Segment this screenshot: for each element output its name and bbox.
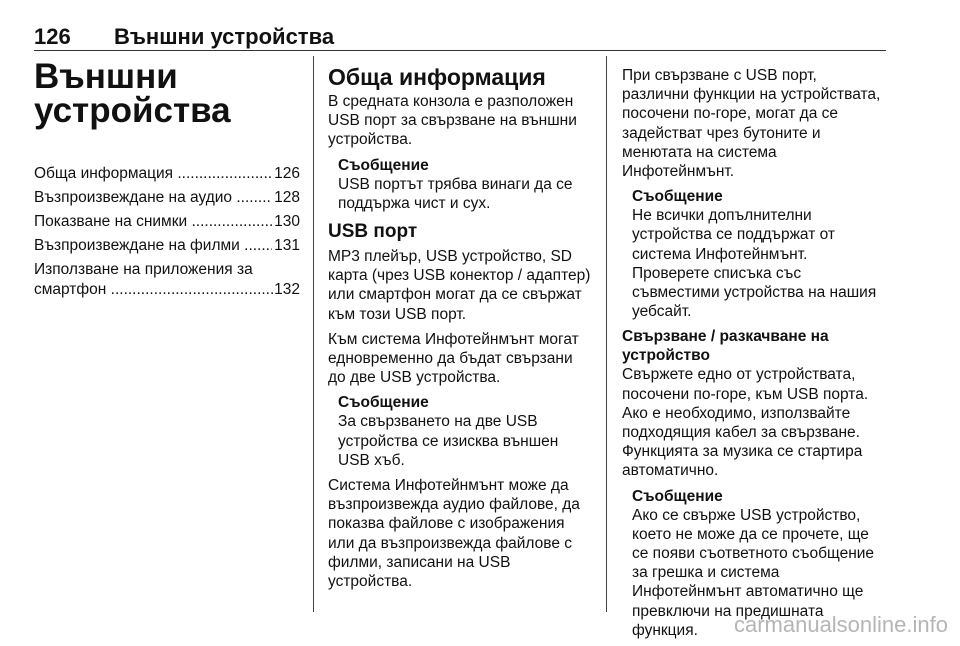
note-box: [338, 156, 592, 213]
toc-entry[interactable]: [34, 260, 300, 300]
note-title: Съобщение: [338, 156, 429, 174]
note-title: Съобщение: [338, 394, 429, 412]
note-text: Ако се свърже USB устройство, което не може да се прочете, ще се появи съответното съобщение за грешка и система Инфотейнмънт автоматично ще превключи на предишната функция.: [632, 506, 875, 639]
subsection-heading: USB порт: [328, 221, 418, 243]
toc-entry-page: 131: [274, 237, 300, 254]
toc-entry-label-line2: смартфон .....: [34, 280, 274, 300]
toc-entry-label: Възпроизвеждане на аудио .....: [34, 188, 272, 208]
paragraph: Към система Инфотейнмънт могат едновременно да бъдат свързани до две USB устройства.: [328, 330, 579, 387]
toc-entry[interactable]: [34, 188, 300, 208]
note-text: За свързването на две USB устройства се изисква външен USB хъб.: [338, 413, 559, 469]
toc-entry-page: 126: [274, 165, 300, 182]
note-box: [632, 187, 888, 321]
toc-entry[interactable]: [34, 236, 300, 256]
paragraph: В средната конзола е разположен USB порт за свързване на външни устройства.: [328, 93, 577, 149]
paragraph: Система Инфотейнмънт може да възпроизвежда аудио файлове, да показва файлове с изображения или да възпроизвежда файлове с филми, записани на USB устройства.: [328, 477, 580, 591]
note-text: Не всички допълнителни устройства се поддържат от система Инфотейнмънт. Проверете списъка със съвместими устройства на нашия уебсайт.: [632, 207, 877, 321]
running-header-title: Външни устройства: [114, 24, 335, 49]
section-heading: Обща информация: [328, 64, 546, 90]
content-column-right: [622, 56, 888, 646]
toc-column: [34, 56, 300, 304]
chapter-title: Външни устройства: [34, 57, 231, 130]
toc-entry-label: Възпроизвеждане на филми .....: [34, 236, 272, 256]
toc-entry[interactable]: [34, 164, 300, 184]
toc-entry-page: 130: [274, 213, 300, 230]
watermark: carmanualsonline.info: [733, 612, 948, 637]
paragraph: MP3 плейър, USB устройство, SD карта (чрез USB конектор / адаптер) или смартфон могат да се свържат към този USB порт.: [328, 248, 591, 323]
toc-entry-page: 132: [274, 281, 300, 298]
column-divider: [313, 56, 314, 612]
toc-entry-label: Обща информация .....: [34, 164, 272, 184]
header-rule: [34, 50, 886, 51]
content-column-middle: [328, 56, 592, 597]
toc-entry-label-line1: Използване на приложения за: [34, 261, 253, 278]
page-number: 126: [34, 24, 71, 49]
note-box: [338, 393, 592, 470]
column-divider: [606, 56, 607, 612]
note-title: Съобщение: [632, 487, 723, 505]
note-title: Съобщение: [632, 188, 723, 206]
note-text: USB портът трябва винаги да се поддържа чист и сух.: [338, 175, 573, 212]
subsection-heading: Свързване / разкачване на устройство: [622, 328, 829, 365]
toc-entry[interactable]: [34, 212, 300, 232]
page-header: [34, 20, 886, 50]
toc-entry-label: Показване на снимки .....: [34, 212, 272, 232]
toc-entry-page: 128: [274, 189, 300, 206]
paragraph: При свързване с USB порт, различни функции на устройствата, посочени по-горе, могат да се задействат чрез бутоните и менютата на система Инфотейнмънт.: [622, 67, 881, 181]
paragraph: Свържете едно от устройствата, посочени по-горе, към USB порта. Ако е необходимо, използвайте подходящия кабел за свързване. Функцията за музика се стартира автоматично.: [622, 366, 869, 480]
